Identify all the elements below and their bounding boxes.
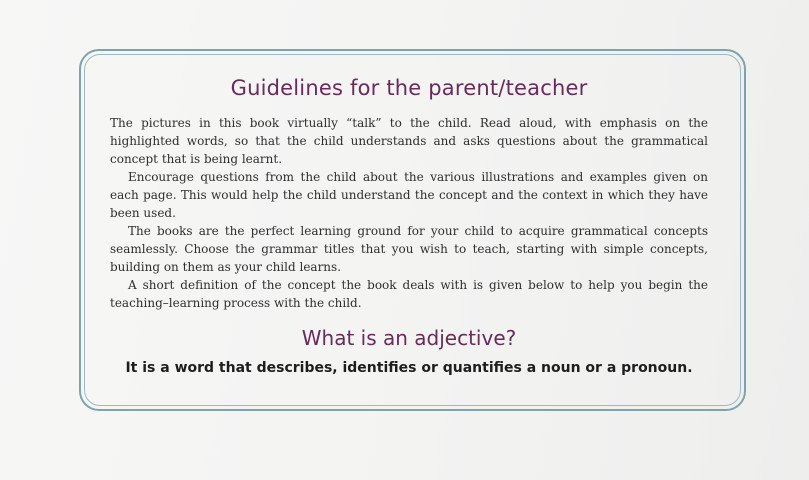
- guidelines-paragraph-2: Encourage questions from the child about the various illustrations and examples given on each page. This would help the child understand the concept and the context in which they have been used.: [110, 170, 708, 220]
- guidelines-panel: [110, 60, 708, 376]
- definition-answer: It is a word that describes, identifies or quantifies a noun or a pronoun.: [125, 360, 693, 376]
- guidelines-paragraph-1: The pictures in this book virtually “talk” to the child. Read aloud, with emphasis on the highlighted words, so that the child understands and asks questions about the grammatical concept that is being learnt.: [110, 116, 708, 166]
- guidelines-paragraph-3: The books are the perfect learning ground for your child to acquire grammatical concepts seamlessly. Choose the grammar titles that you wish to teach, starting with simple concepts, building on them as your child learns.: [110, 224, 708, 274]
- guidelines-paragraph-4: A short definition of the concept the book deals with is given below to help you begin the teaching–learning process with the child.: [110, 278, 708, 310]
- definition-question: What is an adjective?: [301, 326, 517, 350]
- guidelines-title: Guidelines for the parent/teacher: [230, 76, 588, 100]
